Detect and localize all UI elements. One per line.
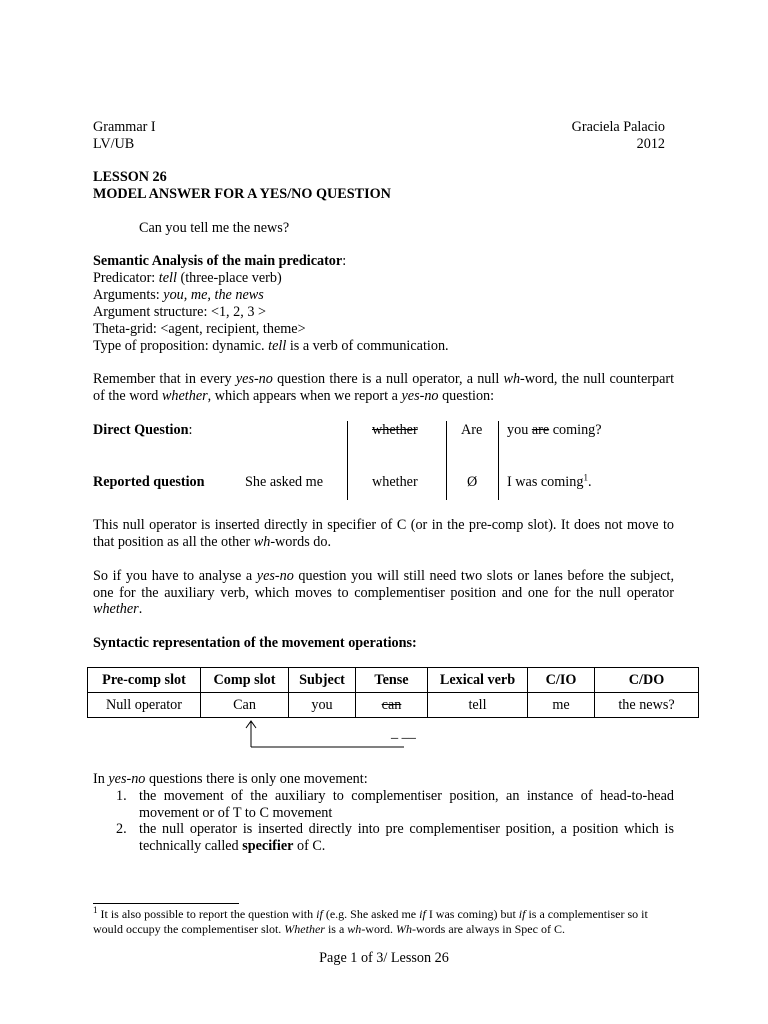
arrow-gap-marker: _ __ xyxy=(391,725,416,741)
movements-intro: In yes-no questions there is only one movement: xyxy=(93,771,368,787)
remember-paragraph: Remember that in every yes-no question there is a null operator, a null wh-word, the null counterpart of the word whether, which appears when we report a yes-no question: xyxy=(93,371,675,404)
page-footer: Page 1 of 3/ Lesson 26 xyxy=(319,950,449,966)
direct-question-label: Direct Question: xyxy=(93,422,193,438)
column-divider-2 xyxy=(446,421,447,500)
direct-whether-struck: whether xyxy=(372,422,418,438)
movements-list xyxy=(93,788,674,854)
argument-structure: Argument structure: <1, 2, 3 > xyxy=(93,304,266,320)
reported-null-operator: Ø xyxy=(467,474,478,490)
year: 2012 xyxy=(636,136,665,152)
table-cell: Null operator xyxy=(88,693,201,718)
direct-rest: you are coming? xyxy=(507,422,602,438)
table-cell: me xyxy=(528,693,595,718)
reported-question-label: Reported question xyxy=(93,474,205,490)
column-divider-3 xyxy=(498,421,499,500)
footnote-separator xyxy=(93,903,239,904)
table-header-cell: Lexical verb xyxy=(428,668,528,693)
table-cell-struck: can xyxy=(356,693,428,718)
list-item: 1. the movement of the auxiliary to complementiser position, an instance of head-to-head movement or of T to C movement xyxy=(116,788,674,821)
table-cell: Can xyxy=(201,693,289,718)
semantic-heading: Semantic Analysis of the main predicator xyxy=(93,253,343,269)
table-header-cell: Subject xyxy=(289,668,356,693)
institution: LV/UB xyxy=(93,136,135,152)
reported-rest: I was coming$^1$. xyxy=(507,472,592,490)
analyse-paragraph: So if you have to analyse a yes-no question you will still need two slots or lanes before the subject, one for the auxiliary verb, which moves to complementiser position and one for the null operator whether. xyxy=(93,568,675,618)
reported-whether: whether xyxy=(372,474,418,490)
predicator-line: Predicator: tell (three-place verb) xyxy=(93,270,282,286)
example-sentence: Can you tell me the news? xyxy=(139,220,290,236)
lesson-number: LESSON 26 xyxy=(93,169,167,185)
table-header-cell: C/IO xyxy=(528,668,595,693)
arguments-line: Arguments: you, me, the news xyxy=(93,287,264,303)
table-header-cell: C/DO xyxy=(595,668,699,693)
footnote: $^1$ It is also possible to report the question with if (e.g. She asked me if I was coming) but if is a complementiser so it would occupy the complementiser slot. Whether is a wh-word. Wh-words are always in Spec of C. xyxy=(93,905,648,936)
syntactic-table xyxy=(87,667,699,718)
table-cell: tell xyxy=(428,693,528,718)
lesson-title: MODEL ANSWER FOR A YES/NO QUESTION xyxy=(93,186,391,202)
table-cell: the news? xyxy=(595,693,699,718)
list-item: 2. the null operator is inserted directly into pre complementiser position, a position which is technically called specifier of C. xyxy=(116,821,674,854)
predicator-verb: tell xyxy=(158,270,177,286)
table-header-cell: Comp slot xyxy=(201,668,289,693)
reported-subject: She asked me xyxy=(245,474,324,490)
author-name: Graciela Palacio xyxy=(571,119,665,135)
table-header-row xyxy=(88,668,699,693)
semantic-heading-line: Semantic Analysis of the main predicator: xyxy=(93,253,347,269)
null-operator-paragraph: This null operator is inserted directly in specifier of C (or in the pre-comp slot). It does not move to that position as all the other wh-words do. xyxy=(93,517,674,550)
table-cell: you xyxy=(289,693,356,718)
column-divider-1 xyxy=(347,421,348,500)
footnote-ref: 1 xyxy=(583,472,588,483)
table-header-cell: Pre-comp slot xyxy=(88,668,201,693)
theta-grid: Theta-grid: <agent, recipient, theme> xyxy=(93,321,306,337)
proposition-line: Type of proposition: dynamic. tell is a verb of communication. xyxy=(93,338,449,354)
table-row xyxy=(88,693,699,718)
syntactic-heading: Syntactic representation of the movement operations: xyxy=(93,635,417,651)
arguments-value: you, me, the news xyxy=(163,287,264,303)
direct-auxiliary: Are xyxy=(461,422,483,438)
table-header-cell: Tense xyxy=(356,668,428,693)
course-name: Grammar I xyxy=(93,119,156,135)
